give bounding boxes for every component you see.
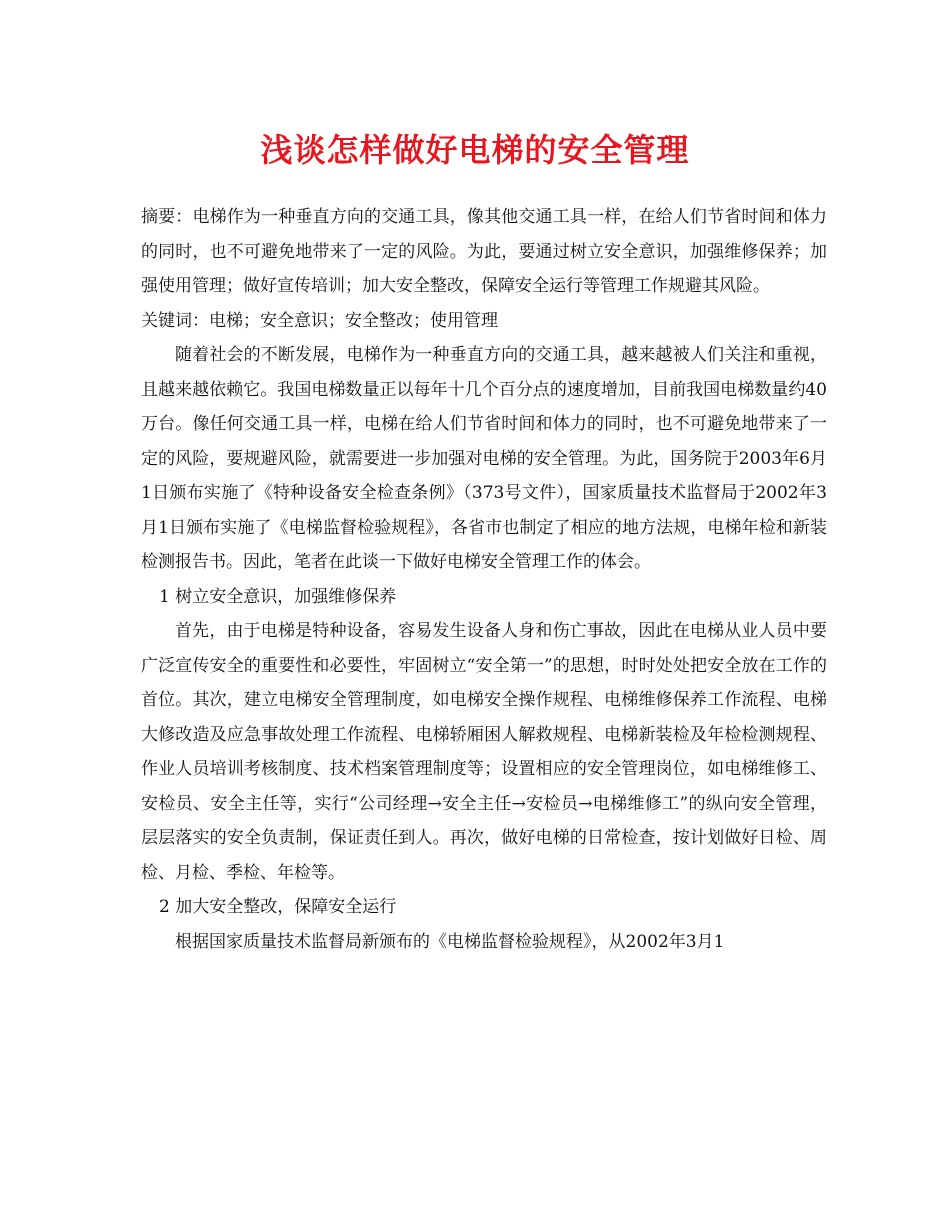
section-paragraph-1: 首先，由于电梯是特种设备，容易发生设备人身和伤亡事故，因此在电梯从业人员中要广泛宣传安全的重要性和必要性，牢固树立“安全第一”的思想，时时处处把安全放在工作的首位。其次，建立电梯安全管理制度，如电梯安全操作规程、电梯维修保养工作流程、电梯大修改造及应急事故处理工作流程、电梯轿厢困人解救规程、电梯新装检及年检检测规程、作业人员培训考核制度、技术档案管理制度等；设置相应的安全管理岗位，如电梯维修工、安检员、安全主任等，实行“公司经理→安全主任→安检员→电梯维修工”的纵向安全管理，层层落实的安全负责制，保证责任到人。再次，做好电梯的日常检查，按计划做好日检、周检、月检、季检、年检等。 (141, 621, 827, 883)
abstract-paragraph: 摘要：电梯作为一种垂直方向的交通工具，像其他交通工具一样，在给人们节省时间和体力的同时，也不可避免地带来了一定的风险。为此，要通过树立安全意识，加强维修保养；加强使用管理；做好宣传培训；加大安全整改，保障安全运行等管理工作规避其风险。 (141, 207, 827, 296)
keywords-line: 关键词：电梯；安全意识；安全整改；使用管理 (141, 310, 498, 331)
document-body (141, 200, 827, 959)
section-heading-2: 2 加大安全整改，保障安全运行 (159, 897, 397, 917)
section-heading-1: 1 树立安全意识，加强维修保养 (159, 586, 397, 607)
page-title: 浅谈怎样做好电梯的安全管理 (260, 131, 690, 169)
intro-paragraph: 随着社会的不断发展，电梯作为一种垂直方向的交通工具，越来越被人们关注和重视，且越来越依赖它。我国电梯数量正以每年十几个百分点的速度增加，目前我国电梯数量约40万台。像任何交通工具一样，电梯在给人们节省时间和体力的同时，也不可避免地带来了一定的风险，要规避风险，就需要进一步加强对电梯的安全管理。为此，国务院于2003年6月1日颁布实施了《特种设备安全检查条例》（373号文件），国家质量技术监督局于2002年3月1日颁布实施了《电梯监督检验规程》，各省市也制定了相应的地方法规，电梯年检和新装检测报告书。因此，笔者在此谈一下做好电梯安全管理工作的体会。 (141, 345, 827, 572)
section-paragraph-2: 根据国家质量技术监督局新颁布的《电梯监督检验规程》，从2002年3月1 (175, 931, 725, 952)
